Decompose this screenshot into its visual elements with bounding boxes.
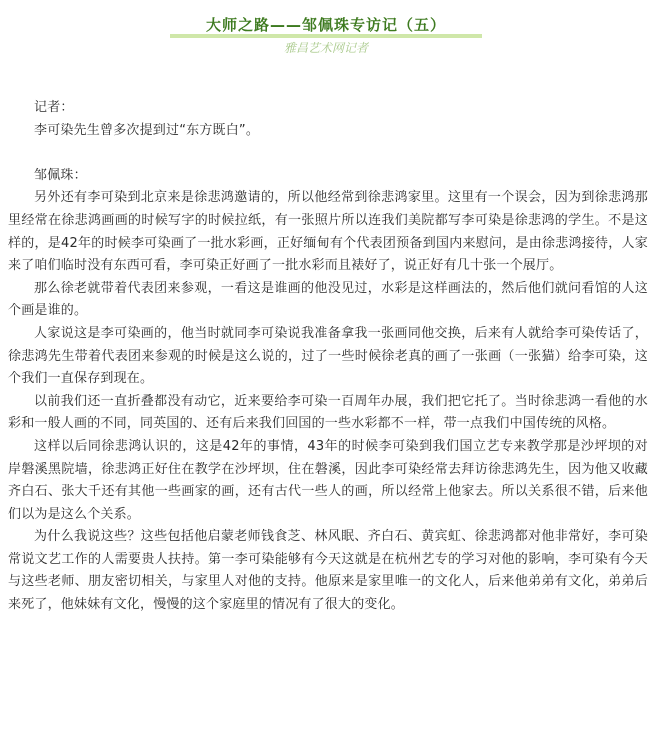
paragraph-gap: [8, 142, 648, 165]
article-body: [8, 97, 648, 617]
paragraph-answer-3: 人家说这是李可染画的，他当时就同李可染说我准备拿我一张画同他交换，后来有人就给李可染传话了，徐悲鸿先生带着代表团来参观的时候是这么说的，过了一些时候徐老真的画了一张画（一张猫）给李可染，这个我们一直保存到现在。: [8, 325, 648, 387]
paragraph-answer-5: 这样以后同徐悲鸿认识的，这是42年的事情，43年的时候李可染到我们国立艺专来教学那是沙坪坝的对岸磐溪黑院墙，徐悲鸿正好住在教学在沙坪坝，住在磐溪，因此李可染经常去拜访徐悲鸿先生，因为他又收藏齐白石、张大千还有其他一些画家的画，还有古代一些人的画，所以经常上他家去。所以关系很不错，后来他们以为是这么个关系。: [8, 438, 648, 522]
paragraph-answer-2: 那么徐老就带着代表团来参观，一看这是谁画的他没见过，水彩是这样画法的，然后他们就问看馆的人这个画是谁的。: [8, 280, 648, 319]
article-subtitle: 雅昌艺术网记者: [283, 41, 368, 55]
paragraph-reporter-label: 记者：: [34, 100, 74, 115]
paragraph-answer-1: 另外还有李可染到北京来是徐悲鸿邀请的，所以他经常到徐悲鸿家里。这里有一个误会，因为到徐悲鸿那里经常在徐悲鸿画画的时候写字的时候拉纸，有一张照片所以连我们美院都写李可染是徐悲鸿的学生。不是这样的，是42年的时候李可染画了一批水彩画，正好缅甸有个代表团预备到国内来慰问，是由徐悲鸿接待，人家来了咱们临时没有东西可看，李可染正好画了一批水彩而且裱好了，说正好有几十张一个展厅。: [8, 190, 648, 274]
paragraph-answer-6: 为什么我说这些？这些包括他启蒙老师钱食芝、林风眠、齐白石、黄宾虹、徐悲鸿都对他非常好，李可染常说文艺工作的人需要贵人扶持。第一李可染能够有今天这就是在杭州艺专的学习对他的影响，李可染有今天与这些老师、朋友密切相关，与家里人对他的支持。他原来是家里唯一的文化人，后来他弟弟有文化，弟弟后来死了，他妹妹有文化，慢慢的这个家庭里的情况有了很大的变化。: [8, 529, 648, 613]
article-title: 大师之路——邹佩珠专访记（五）: [205, 16, 446, 34]
paragraph-answer-4: 以前我们还一直折叠都没有动它，近来要给李可染一百周年办展，我们把它托了。当时徐悲鸿一看他的水彩和一般人画的不同，同英国的、还有后来我们回国的一些水彩都不一样，带一点我们中国传统的风格。: [8, 393, 648, 432]
title-wrap: [0, 14, 652, 36]
paragraph-interviewee-label: 邹佩珠：: [34, 167, 87, 183]
paragraph-reporter-question: 李可染先生曾多次提到过“东方既白”。: [34, 122, 260, 138]
